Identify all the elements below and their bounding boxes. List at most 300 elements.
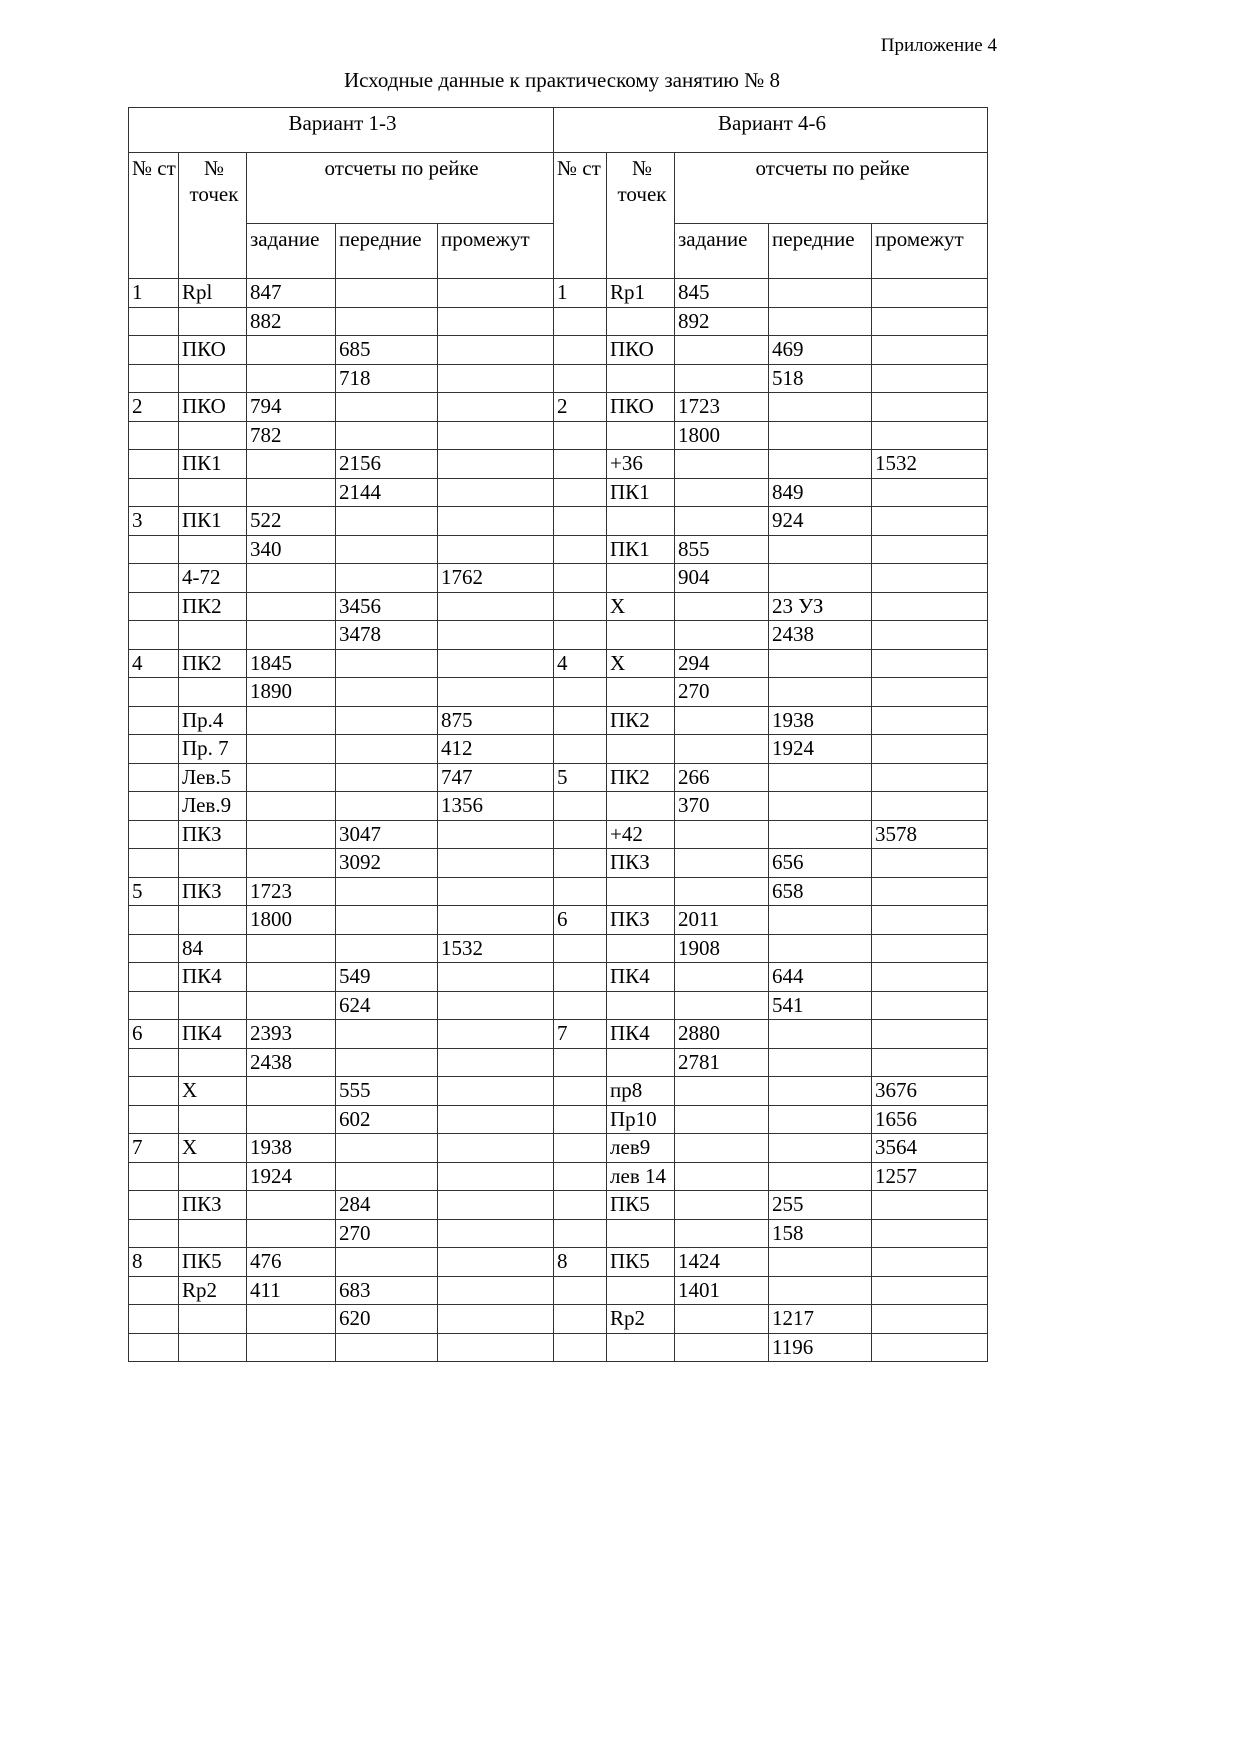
v1-intermediate-cell — [438, 1134, 554, 1163]
v2-intermediate-cell — [872, 1276, 988, 1305]
v2-intermediate-cell — [872, 906, 988, 935]
v1-point-cell — [179, 1048, 247, 1077]
v1-foresight-cell: 3092 — [336, 849, 438, 878]
v1-intermediate-cell — [438, 906, 554, 935]
v1-foresight-cell — [336, 1020, 438, 1049]
v2-foresight-cell: 1196 — [769, 1333, 872, 1362]
v2-station-cell: 7 — [554, 1020, 607, 1049]
v1-intermediate-cell: 747 — [438, 763, 554, 792]
v1-backsight-cell — [247, 478, 336, 507]
v1-foresight-cell — [336, 706, 438, 735]
v1-backsight-cell — [247, 1105, 336, 1134]
v1-intermediate-cell — [438, 1248, 554, 1277]
v1-foresight-cell: 3478 — [336, 621, 438, 650]
v1-intermediate-cell: 1762 — [438, 564, 554, 593]
v2-foresight-cell: 924 — [769, 507, 872, 536]
v2-foresight-cell — [769, 1105, 872, 1134]
column-header-intermediate: промежут — [438, 224, 554, 279]
v1-backsight-cell: 1890 — [247, 678, 336, 707]
v1-backsight-cell — [247, 621, 336, 650]
v1-foresight-cell: 683 — [336, 1276, 438, 1305]
v2-intermediate-cell — [872, 678, 988, 707]
v1-point-cell: ПК4 — [179, 963, 247, 992]
v1-station-cell — [129, 1077, 179, 1106]
v2-intermediate-cell — [872, 1333, 988, 1362]
v1-station-cell — [129, 1048, 179, 1077]
v2-foresight-cell: 1938 — [769, 706, 872, 735]
v2-station-cell — [554, 1305, 607, 1334]
v2-foresight-cell — [769, 1162, 872, 1191]
v1-backsight-cell — [247, 991, 336, 1020]
data-table — [128, 107, 988, 1362]
v1-intermediate-cell — [438, 507, 554, 536]
v1-foresight-cell — [336, 564, 438, 593]
v1-station-cell: 4 — [129, 649, 179, 678]
table-row — [129, 1105, 988, 1134]
v1-station-cell — [129, 991, 179, 1020]
v1-backsight-cell — [247, 564, 336, 593]
v2-foresight-cell: 2438 — [769, 621, 872, 650]
v1-backsight-cell — [247, 735, 336, 764]
v2-intermediate-cell — [872, 792, 988, 821]
v2-foresight-cell — [769, 1248, 872, 1277]
v1-intermediate-cell: 1356 — [438, 792, 554, 821]
v2-foresight-cell: 849 — [769, 478, 872, 507]
table-row — [129, 1333, 988, 1362]
v2-point-cell: ПК2 — [607, 763, 675, 792]
readings-header: отсчеты по рейке — [247, 153, 554, 224]
table-row — [129, 792, 988, 821]
v1-intermediate-cell — [438, 1276, 554, 1305]
v2-backsight-cell: 1424 — [675, 1248, 769, 1277]
v2-intermediate-cell — [872, 535, 988, 564]
v2-point-cell: ПК4 — [607, 1020, 675, 1049]
v1-station-cell — [129, 1305, 179, 1334]
v1-foresight-cell — [336, 1134, 438, 1163]
v1-intermediate-cell — [438, 307, 554, 336]
v2-station-cell: 6 — [554, 906, 607, 935]
variant-header-2: Вариант 4-6 — [554, 108, 988, 153]
v1-backsight-cell: 794 — [247, 393, 336, 422]
v1-intermediate-cell — [438, 820, 554, 849]
v2-backsight-cell — [675, 450, 769, 479]
v1-point-cell — [179, 906, 247, 935]
v1-foresight-cell: 620 — [336, 1305, 438, 1334]
v2-backsight-cell — [675, 991, 769, 1020]
v1-intermediate-cell — [438, 336, 554, 365]
table-row — [129, 535, 988, 564]
v2-foresight-cell — [769, 934, 872, 963]
v1-intermediate-cell — [438, 1333, 554, 1362]
v2-backsight-cell: 266 — [675, 763, 769, 792]
table-body — [129, 279, 988, 1362]
table-row — [129, 336, 988, 365]
v1-intermediate-cell — [438, 421, 554, 450]
v2-intermediate-cell — [872, 478, 988, 507]
table-row — [129, 279, 988, 308]
v1-station-cell: 6 — [129, 1020, 179, 1049]
v2-backsight-cell — [675, 963, 769, 992]
v2-backsight-cell — [675, 621, 769, 650]
v1-foresight-cell: 555 — [336, 1077, 438, 1106]
v2-point-cell — [607, 1219, 675, 1248]
table-row — [129, 393, 988, 422]
v1-point-cell — [179, 1105, 247, 1134]
v2-station-cell — [554, 564, 607, 593]
v1-foresight-cell: 624 — [336, 991, 438, 1020]
table-row — [129, 1134, 988, 1163]
v2-foresight-cell — [769, 564, 872, 593]
v1-foresight-cell: 270 — [336, 1219, 438, 1248]
v2-station-cell: 5 — [554, 763, 607, 792]
v1-point-cell: ПКЗ — [179, 877, 247, 906]
v1-foresight-cell: 602 — [336, 1105, 438, 1134]
points-header: № точек — [179, 153, 247, 279]
v1-station-cell — [129, 934, 179, 963]
v2-foresight-cell: 656 — [769, 849, 872, 878]
v1-intermediate-cell — [438, 678, 554, 707]
v2-backsight-cell — [675, 1162, 769, 1191]
v2-intermediate-cell: 3676 — [872, 1077, 988, 1106]
v2-backsight-cell: 2880 — [675, 1020, 769, 1049]
v2-point-cell: ПКЗ — [607, 906, 675, 935]
v2-foresight-cell — [769, 279, 872, 308]
v1-intermediate-cell — [438, 1020, 554, 1049]
v1-foresight-cell — [336, 877, 438, 906]
v2-backsight-cell — [675, 507, 769, 536]
v2-intermediate-cell — [872, 1048, 988, 1077]
table-row — [129, 763, 988, 792]
v2-backsight-cell — [675, 849, 769, 878]
v2-foresight-cell: 158 — [769, 1219, 872, 1248]
v2-intermediate-cell — [872, 706, 988, 735]
v1-station-cell — [129, 336, 179, 365]
v2-intermediate-cell: 3564 — [872, 1134, 988, 1163]
v1-station-cell — [129, 421, 179, 450]
table-row — [129, 991, 988, 1020]
v2-station-cell — [554, 735, 607, 764]
v1-station-cell — [129, 1105, 179, 1134]
v2-point-cell — [607, 877, 675, 906]
v1-foresight-cell — [336, 393, 438, 422]
v2-backsight-cell: 2781 — [675, 1048, 769, 1077]
v2-point-cell: ПК5 — [607, 1191, 675, 1220]
v1-station-cell: 2 — [129, 393, 179, 422]
v1-foresight-cell — [336, 906, 438, 935]
v2-point-cell: лев9 — [607, 1134, 675, 1163]
v2-foresight-cell — [769, 763, 872, 792]
v1-backsight-cell: 847 — [247, 279, 336, 308]
v1-intermediate-cell — [438, 1105, 554, 1134]
v1-intermediate-cell — [438, 877, 554, 906]
v2-point-cell — [607, 564, 675, 593]
v1-foresight-cell — [336, 279, 438, 308]
v1-station-cell — [129, 1276, 179, 1305]
v1-point-cell: Пр. 7 — [179, 735, 247, 764]
v1-point-cell: Rpl — [179, 279, 247, 308]
v2-backsight-cell — [675, 1105, 769, 1134]
v1-point-cell: Х — [179, 1077, 247, 1106]
v2-foresight-cell — [769, 1276, 872, 1305]
v1-backsight-cell: 882 — [247, 307, 336, 336]
v1-point-cell: ПК1 — [179, 507, 247, 536]
v1-point-cell: 84 — [179, 934, 247, 963]
v2-intermediate-cell — [872, 991, 988, 1020]
v1-backsight-cell: 2393 — [247, 1020, 336, 1049]
v2-point-cell — [607, 1333, 675, 1362]
v2-point-cell — [607, 621, 675, 650]
v2-intermediate-cell — [872, 621, 988, 650]
readings-header: отсчеты по рейке — [675, 153, 988, 224]
v2-foresight-cell — [769, 649, 872, 678]
v1-point-cell — [179, 364, 247, 393]
v1-station-cell: 8 — [129, 1248, 179, 1277]
v1-backsight-cell — [247, 820, 336, 849]
v1-point-cell: ПК2 — [179, 592, 247, 621]
v2-foresight-cell — [769, 450, 872, 479]
v2-station-cell — [554, 678, 607, 707]
v1-backsight-cell — [247, 1305, 336, 1334]
v2-backsight-cell — [675, 877, 769, 906]
v1-foresight-cell — [336, 763, 438, 792]
v2-intermediate-cell — [872, 336, 988, 365]
v1-backsight-cell — [247, 336, 336, 365]
v1-station-cell: 3 — [129, 507, 179, 536]
v1-backsight-cell: 782 — [247, 421, 336, 450]
v2-station-cell: 8 — [554, 1248, 607, 1277]
v2-point-cell: +36 — [607, 450, 675, 479]
column-header-backsight: задание — [247, 224, 336, 279]
v1-station-cell — [129, 849, 179, 878]
v2-intermediate-cell — [872, 1191, 988, 1220]
table-row — [129, 1219, 988, 1248]
v2-intermediate-cell — [872, 364, 988, 393]
v2-intermediate-cell — [872, 393, 988, 422]
column-header-backsight: задание — [675, 224, 769, 279]
v2-station-cell — [554, 535, 607, 564]
v2-backsight-cell: 2011 — [675, 906, 769, 935]
v2-backsight-cell: 294 — [675, 649, 769, 678]
table-row — [129, 678, 988, 707]
v1-backsight-cell: 1723 — [247, 877, 336, 906]
v2-station-cell — [554, 934, 607, 963]
table-row — [129, 735, 988, 764]
v2-station-cell — [554, 963, 607, 992]
v1-station-cell — [129, 564, 179, 593]
v2-station-cell — [554, 478, 607, 507]
v2-intermediate-cell — [872, 507, 988, 536]
v1-backsight-cell — [247, 1191, 336, 1220]
v2-foresight-cell — [769, 307, 872, 336]
v2-foresight-cell — [769, 421, 872, 450]
v1-backsight-cell — [247, 1219, 336, 1248]
v1-foresight-cell — [336, 649, 438, 678]
station-header: № ст — [554, 153, 607, 279]
v2-station-cell: 4 — [554, 649, 607, 678]
table-row — [129, 478, 988, 507]
v1-point-cell — [179, 1333, 247, 1362]
v1-point-cell — [179, 621, 247, 650]
v2-backsight-cell: 1800 — [675, 421, 769, 450]
table-row — [129, 1020, 988, 1049]
v2-intermediate-cell — [872, 592, 988, 621]
v2-backsight-cell: 855 — [675, 535, 769, 564]
v2-point-cell — [607, 678, 675, 707]
v2-backsight-cell — [675, 735, 769, 764]
v1-point-cell: Пр.4 — [179, 706, 247, 735]
v1-backsight-cell: 340 — [247, 535, 336, 564]
v1-foresight-cell — [336, 1248, 438, 1277]
v1-foresight-cell — [336, 1333, 438, 1362]
v2-station-cell — [554, 364, 607, 393]
v1-backsight-cell: 1924 — [247, 1162, 336, 1191]
v2-point-cell — [607, 364, 675, 393]
v1-intermediate-cell — [438, 963, 554, 992]
v1-station-cell — [129, 1219, 179, 1248]
v1-backsight-cell — [247, 849, 336, 878]
v2-intermediate-cell: 3578 — [872, 820, 988, 849]
v2-backsight-cell — [675, 706, 769, 735]
v2-backsight-cell — [675, 820, 769, 849]
v2-foresight-cell — [769, 535, 872, 564]
v1-backsight-cell — [247, 763, 336, 792]
v2-point-cell — [607, 792, 675, 821]
v1-foresight-cell: 3047 — [336, 820, 438, 849]
v2-station-cell — [554, 1077, 607, 1106]
v2-point-cell: ПК4 — [607, 963, 675, 992]
v1-intermediate-cell — [438, 1162, 554, 1191]
table-row — [129, 963, 988, 992]
v1-intermediate-cell — [438, 1219, 554, 1248]
v2-point-cell: ПКО — [607, 336, 675, 365]
v2-point-cell — [607, 735, 675, 764]
v2-backsight-cell: 1908 — [675, 934, 769, 963]
v2-intermediate-cell — [872, 307, 988, 336]
table-row — [129, 1077, 988, 1106]
table-row — [129, 507, 988, 536]
v2-point-cell — [607, 1048, 675, 1077]
v1-foresight-cell — [336, 735, 438, 764]
v2-station-cell — [554, 877, 607, 906]
v1-intermediate-cell — [438, 478, 554, 507]
v1-foresight-cell — [336, 307, 438, 336]
v2-point-cell — [607, 934, 675, 963]
v2-station-cell — [554, 820, 607, 849]
v2-station-cell — [554, 991, 607, 1020]
v2-station-cell: 1 — [554, 279, 607, 308]
v1-point-cell: 4-72 — [179, 564, 247, 593]
v2-station-cell — [554, 421, 607, 450]
v2-point-cell — [607, 507, 675, 536]
column-header-intermediate: промежут — [872, 224, 988, 279]
v2-station-cell — [554, 1276, 607, 1305]
v1-foresight-cell: 718 — [336, 364, 438, 393]
table-row — [129, 706, 988, 735]
v1-point-cell — [179, 991, 247, 1020]
v2-station-cell — [554, 450, 607, 479]
v1-intermediate-cell — [438, 621, 554, 650]
v1-point-cell: ПКО — [179, 393, 247, 422]
table-row — [129, 906, 988, 935]
v2-intermediate-cell: 1532 — [872, 450, 988, 479]
table-row — [129, 564, 988, 593]
v2-backsight-cell — [675, 1134, 769, 1163]
v2-intermediate-cell: 1656 — [872, 1105, 988, 1134]
v1-intermediate-cell — [438, 1305, 554, 1334]
table-row — [129, 1305, 988, 1334]
v1-intermediate-cell — [438, 849, 554, 878]
column-header-foresight: передние — [769, 224, 872, 279]
page-title: Исходные данные к практическому занятию № 8 — [343, 68, 781, 92]
table-row — [129, 877, 988, 906]
v2-foresight-cell: 518 — [769, 364, 872, 393]
v1-station-cell — [129, 963, 179, 992]
v1-foresight-cell — [336, 1048, 438, 1077]
table-row — [129, 421, 988, 450]
table-row — [129, 1276, 988, 1305]
v2-intermediate-cell — [872, 763, 988, 792]
v1-foresight-cell — [336, 934, 438, 963]
v2-point-cell: ПКЗ — [607, 849, 675, 878]
v1-station-cell — [129, 535, 179, 564]
v1-station-cell — [129, 706, 179, 735]
v1-intermediate-cell — [438, 592, 554, 621]
v1-station-cell — [129, 364, 179, 393]
v1-backsight-cell — [247, 450, 336, 479]
v1-point-cell: Rp2 — [179, 1276, 247, 1305]
v2-point-cell: Rp2 — [607, 1305, 675, 1334]
v1-backsight-cell: 411 — [247, 1276, 336, 1305]
v2-intermediate-cell — [872, 1305, 988, 1334]
v2-intermediate-cell — [872, 421, 988, 450]
v2-foresight-cell: 644 — [769, 963, 872, 992]
v2-point-cell: Rp1 — [607, 279, 675, 308]
v1-point-cell — [179, 678, 247, 707]
v1-point-cell: ПКЗ — [179, 1191, 247, 1220]
variant-header-1: Вариант 1-3 — [129, 108, 554, 153]
v2-point-cell: ПК1 — [607, 478, 675, 507]
v1-foresight-cell — [336, 421, 438, 450]
v1-point-cell — [179, 1219, 247, 1248]
points-header: № точек — [607, 153, 675, 279]
v2-backsight-cell: 370 — [675, 792, 769, 821]
appendix-label: Приложение 4 — [880, 35, 997, 56]
v1-station-cell: 1 — [129, 279, 179, 308]
v2-point-cell — [607, 991, 675, 1020]
v1-point-cell — [179, 1162, 247, 1191]
v1-intermediate-cell — [438, 364, 554, 393]
v2-backsight-cell: 1723 — [675, 393, 769, 422]
v1-backsight-cell: 1938 — [247, 1134, 336, 1163]
v1-station-cell — [129, 1191, 179, 1220]
v2-backsight-cell — [675, 364, 769, 393]
table-row — [129, 934, 988, 963]
v1-station-cell — [129, 763, 179, 792]
v2-intermediate-cell — [872, 963, 988, 992]
v1-foresight-cell: 549 — [336, 963, 438, 992]
v2-point-cell: Пр10 — [607, 1105, 675, 1134]
v2-foresight-cell — [769, 792, 872, 821]
table-row — [129, 1191, 988, 1220]
v2-point-cell: лев 14 — [607, 1162, 675, 1191]
table-row — [129, 1162, 988, 1191]
v2-point-cell: пр8 — [607, 1077, 675, 1106]
v1-backsight-cell: 1800 — [247, 906, 336, 935]
v1-foresight-cell: 284 — [336, 1191, 438, 1220]
table-row — [129, 592, 988, 621]
v1-intermediate-cell — [438, 450, 554, 479]
table-row — [129, 1048, 988, 1077]
